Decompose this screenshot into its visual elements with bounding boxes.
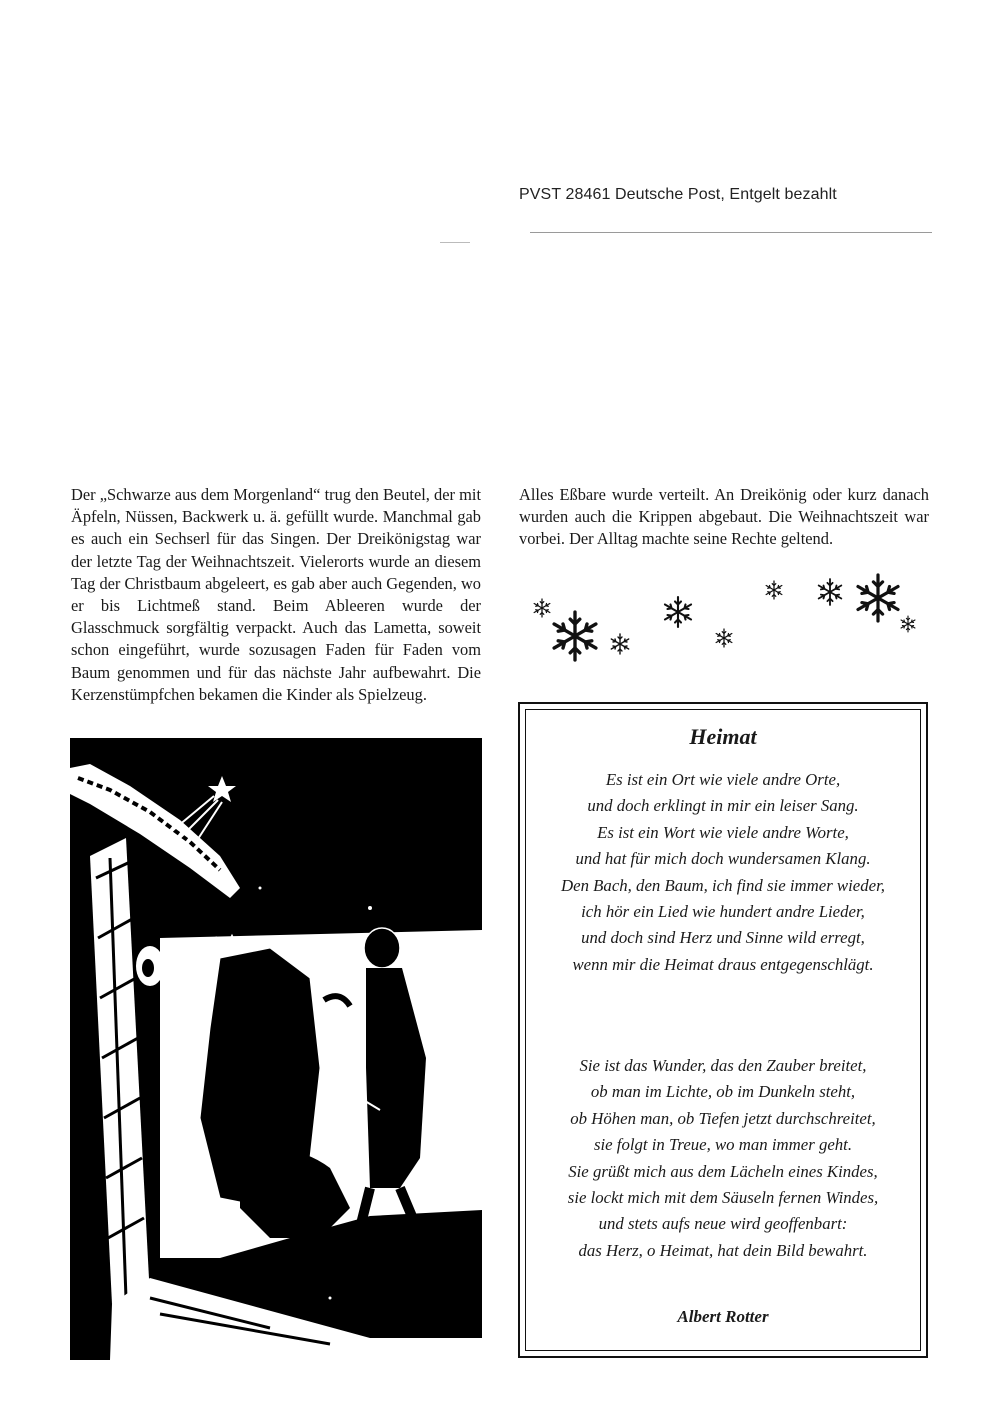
scan-speck: [440, 242, 470, 243]
snowflake-icon: [554, 612, 596, 660]
poem-frame: [518, 702, 928, 1358]
poem-line: und stets aufs neue wird geoffenbart:: [598, 1214, 848, 1234]
poem-author: Albert Rotter: [677, 1307, 769, 1326]
snowflake-icon: [901, 616, 915, 632]
poem-line: wenn mir die Heimat draus entgegenschlägt.: [572, 954, 874, 974]
poem-line: ob Höhen man, ob Tiefen jetzt durchschreitet,: [570, 1108, 876, 1128]
poem-line: ich hör ein Lied wie hundert andre Lieder,: [581, 902, 865, 922]
poem-line: und doch sind Herz und Sinne wild erregt,: [581, 928, 865, 948]
poem-stanza-1: [520, 767, 926, 978]
snowflake-icon: [611, 634, 628, 654]
poem-line: Sie grüßt mich aus dem Lächeln eines Kindes,: [568, 1161, 878, 1181]
poem-line: und doch erklingt in mir ein leiser Sang.: [587, 796, 859, 816]
poem-stanza-2: [520, 1053, 926, 1264]
postage-divider: [530, 232, 932, 233]
woodcut-illustration: [70, 738, 482, 1360]
snowflake-decoration: [520, 568, 930, 678]
poem-title: Heimat: [689, 724, 757, 749]
poem-line: ob man im Lichte, ob im Dunkeln steht,: [590, 1082, 856, 1102]
article-right-paragraph: Alles Eßbare wurde verteilt. An Dreikönig oder kurz danach wurden auch die Krippen abgebaut. Die Weihnachtszeit war vorbei. Der Alltag machte seine Rechte geltend.: [519, 485, 929, 549]
snowflake-icon: [716, 629, 732, 647]
poem-line: Es ist ein Wort wie viele andre Worte,: [597, 822, 849, 842]
snowflake-icon: [858, 575, 898, 621]
poem-line: und hat für mich doch wundersamen Klang.: [575, 849, 871, 869]
article-left-column: [71, 484, 481, 706]
poem-line: sie folgt in Treue, wo man immer geht.: [593, 1135, 853, 1155]
poem-line: Den Bach, den Baum, ich find sie immer wieder,: [561, 875, 885, 895]
snowflake-icon: [766, 581, 782, 599]
poem-line: sie lockt mich mit dem Säuseln fernen Windes,: [567, 1188, 879, 1208]
article-right-column: [519, 484, 929, 551]
poem-line: Es ist ein Ort wie viele andre Orte,: [605, 770, 841, 789]
poem-line: Sie ist das Wunder, das den Zauber breitet,: [579, 1056, 867, 1075]
snowflake-icon: [534, 599, 550, 617]
snowflake-icon: [665, 597, 691, 627]
article-left-paragraph: Der „Schwarze aus dem Morgenland“ trug den Beutel, der mit Äpfeln, Nüssen, Backwerk u. ä. gefüllt wurde. Manchmal gab es auch ein Sechserl für das Singen. Der Dreikönigstag war der letzte Tag der Weihnachtszeit. Vielerorts wurde an diesem Tag der Christbaum abgeleert, es gab aber auch Gegenden, wo er bis Lichtmeß stand. Beim Ableeren wurde der Glasschmuck sorgfältig verpackt. Auch das Lametta, soweit schon eingeführt, wurde sozusagen Faden für Faden vom Baum genommen und für das nächste Jahr aufbewahrt. Die Kerzenstümpfchen bekamen die Kinder als Spielzeug.: [71, 485, 481, 704]
poem-line: das Herz, o Heimat, hat dein Bild bewahrt.: [578, 1240, 868, 1260]
snowflake-icon: [819, 579, 842, 605]
postage-notice: PVST 28461 Deutsche Post, Entgelt bezahlt: [519, 186, 837, 203]
